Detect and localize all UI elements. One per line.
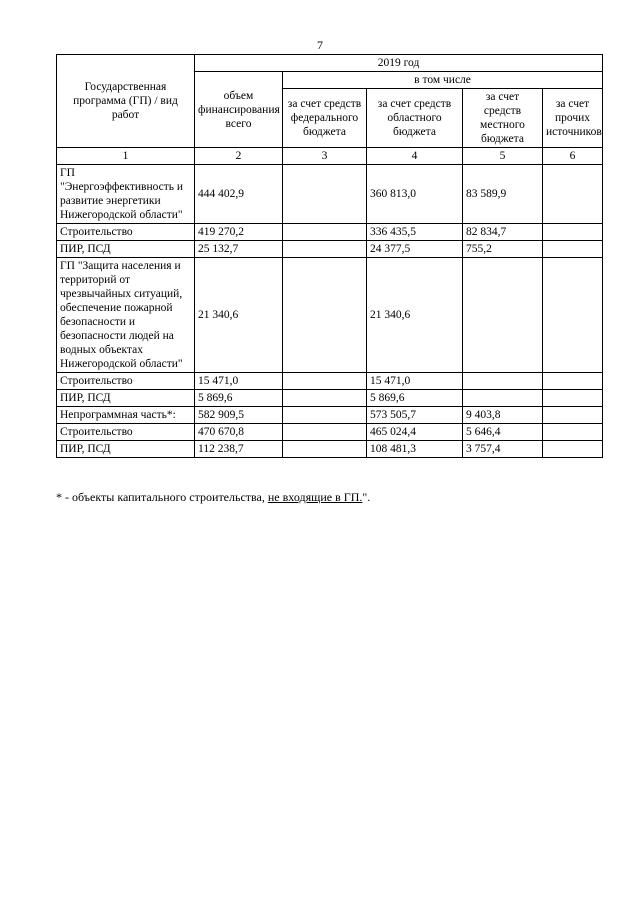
- row-total: 25 132,7: [195, 241, 283, 258]
- row-other: [543, 441, 603, 458]
- page-number: 7: [317, 38, 323, 52]
- table-row: [57, 390, 603, 407]
- header-num-1: 1: [57, 148, 195, 165]
- header-program: Государственная программа (ГП) / вид работ: [57, 55, 195, 148]
- header-total: объем финансирования всего: [195, 72, 283, 148]
- row-name: Непрограммная часть*:: [57, 407, 195, 424]
- table-row: [57, 241, 603, 258]
- header-num-4: 4: [367, 148, 463, 165]
- header-num-5: 5: [463, 148, 543, 165]
- row-federal: [283, 441, 367, 458]
- financing-table: [56, 54, 603, 458]
- row-total: 444 402,9: [195, 165, 283, 224]
- row-total: 5 869,6: [195, 390, 283, 407]
- row-local: [463, 258, 543, 373]
- row-name: ПИР, ПСД: [57, 441, 195, 458]
- row-local: [463, 373, 543, 390]
- header-num-2: 2: [195, 148, 283, 165]
- row-other: [543, 165, 603, 224]
- row-regional: 5 869,6: [367, 390, 463, 407]
- row-regional: 573 505,7: [367, 407, 463, 424]
- row-total: 582 909,5: [195, 407, 283, 424]
- table-row: [57, 258, 603, 373]
- footnote-text: * - объекты капитального строительства,: [56, 490, 268, 504]
- row-total: 21 340,6: [195, 258, 283, 373]
- row-regional: 21 340,6: [367, 258, 463, 373]
- row-other: [543, 258, 603, 373]
- row-local: 3 757,4: [463, 441, 543, 458]
- row-federal: [283, 224, 367, 241]
- row-name: ПИР, ПСД: [57, 241, 195, 258]
- row-regional: 24 377,5: [367, 241, 463, 258]
- footnote-closing-text: ".: [362, 490, 371, 504]
- header-num-6: 6: [543, 148, 603, 165]
- table-row: [57, 441, 603, 458]
- row-local: [463, 390, 543, 407]
- table-row: [57, 224, 603, 241]
- header-num-3: 3: [283, 148, 367, 165]
- row-regional: 336 435,5: [367, 224, 463, 241]
- table-row: [57, 165, 603, 224]
- row-federal: [283, 373, 367, 390]
- row-regional: 108 481,3: [367, 441, 463, 458]
- footnote: [56, 490, 370, 505]
- header-local: за счет средств местного бюджета: [463, 89, 543, 148]
- header-year: 2019 год: [195, 55, 603, 72]
- row-total: 470 670,8: [195, 424, 283, 441]
- row-other: [543, 407, 603, 424]
- row-federal: [283, 424, 367, 441]
- row-other: [543, 424, 603, 441]
- row-name: Строительство: [57, 224, 195, 241]
- header-other: за счет прочих источников: [543, 89, 603, 148]
- row-local: 83 589,9: [463, 165, 543, 224]
- row-regional: 15 471,0: [367, 373, 463, 390]
- row-regional: 465 024,4: [367, 424, 463, 441]
- row-local: 9 403,8: [463, 407, 543, 424]
- row-other: [543, 390, 603, 407]
- row-regional: 360 813,0: [367, 165, 463, 224]
- row-other: [543, 241, 603, 258]
- row-local: 755,2: [463, 241, 543, 258]
- row-federal: [283, 241, 367, 258]
- row-name: ГП "Защита населения и территорий от чрезвычайных ситуаций, обеспечение пожарной безопасности и безопасности людей на водных объектах Нижегородской области": [57, 258, 195, 373]
- row-other: [543, 373, 603, 390]
- table-row: [57, 373, 603, 390]
- table-row: [57, 424, 603, 441]
- row-name: ПИР, ПСД: [57, 390, 195, 407]
- row-total: 419 270,2: [195, 224, 283, 241]
- row-name: Строительство: [57, 424, 195, 441]
- row-federal: [283, 390, 367, 407]
- row-federal: [283, 165, 367, 224]
- row-total: 15 471,0: [195, 373, 283, 390]
- row-other: [543, 224, 603, 241]
- row-local: 5 646,4: [463, 424, 543, 441]
- row-federal: [283, 258, 367, 373]
- header-in-total-group: в том числе: [283, 72, 603, 89]
- row-total: 112 238,7: [195, 441, 283, 458]
- row-name: Строительство: [57, 373, 195, 390]
- table-row: [57, 407, 603, 424]
- row-federal: [283, 407, 367, 424]
- header-regional: за счет средств областного бюджета: [367, 89, 463, 148]
- row-name: ГП "Энергоэффективность и развитие энергетики Нижегородской области": [57, 165, 195, 224]
- footnote-underlined-text: не входящие в ГП.: [267, 490, 363, 504]
- row-local: 82 834,7: [463, 224, 543, 241]
- header-federal: за счет средств федерального бюджета: [283, 89, 367, 148]
